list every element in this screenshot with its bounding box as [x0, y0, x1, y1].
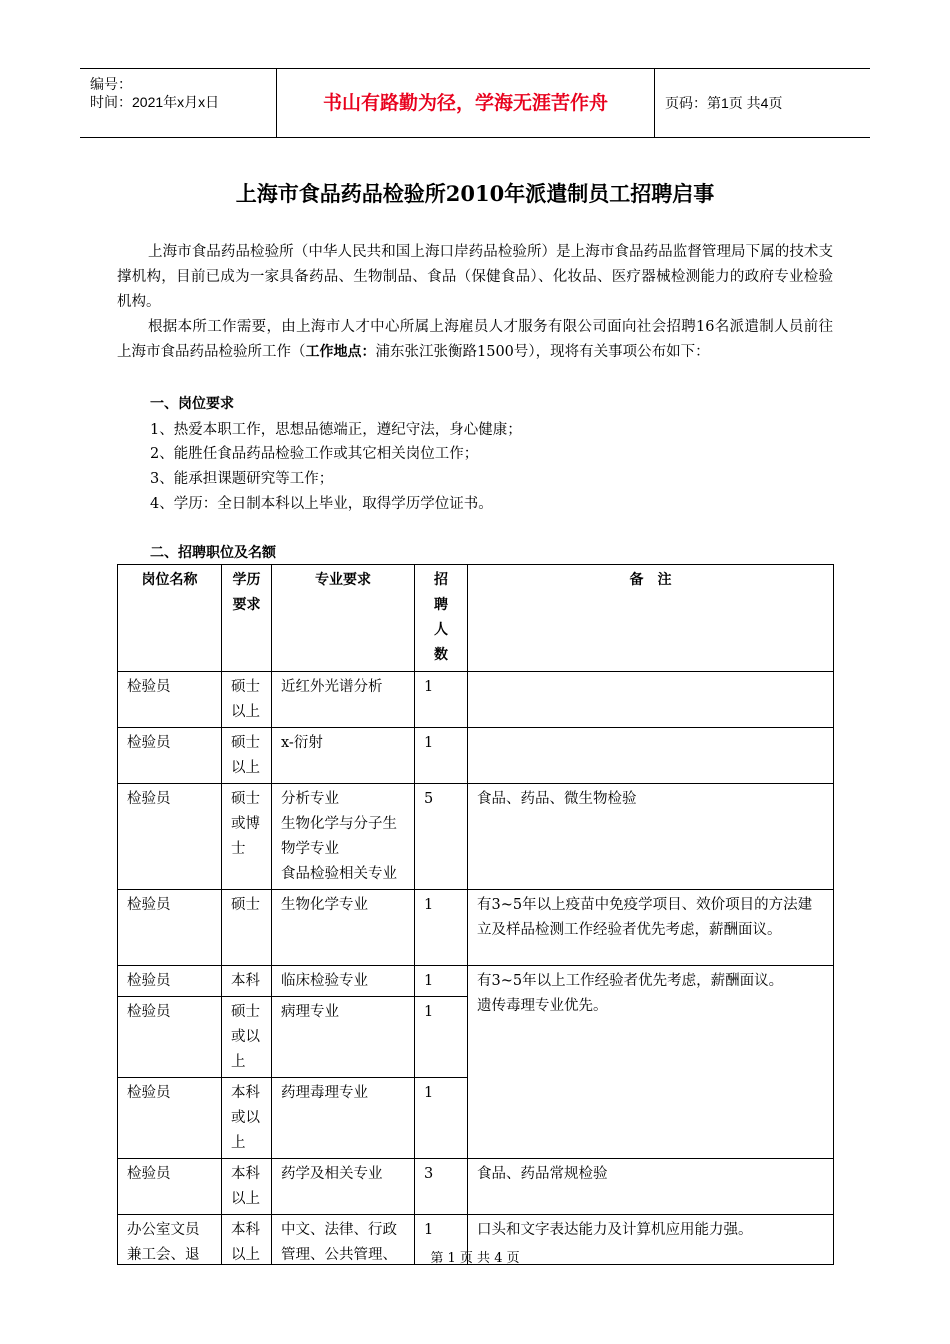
table-row — [118, 890, 834, 966]
cell-count: 3 — [415, 1159, 468, 1215]
work-location-label: 工作地点： — [305, 344, 376, 360]
section-heading-requirements: 一、岗位要求 — [150, 396, 234, 412]
cell-major: 生物化学专业 — [272, 890, 415, 966]
table-row — [118, 784, 834, 890]
page-header — [80, 68, 870, 138]
cell-major: 药理毒理专业 — [272, 1078, 415, 1159]
table-row — [118, 966, 834, 997]
cell-education: 硕士或博士 — [222, 784, 272, 890]
cell-count: 1 — [415, 890, 468, 966]
cell-education: 硕士以上 — [222, 728, 272, 784]
table-row — [118, 728, 834, 784]
cell-education: 本科或以上 — [222, 1078, 272, 1159]
cell-major: 临床检验专业 — [272, 966, 415, 997]
cell-remark — [468, 728, 834, 784]
col-header-remark: 备 注 — [468, 565, 834, 672]
header-page-info: 页码：第1页 共4页 — [665, 95, 783, 111]
intro-text: 根据本所工作需要，由上海市人才中心所属上海雇员人才服务有限公司面向社会招聘16名派遣制人员前往上海市食品药品检验所工作（ — [117, 319, 833, 360]
cell-count: 1 — [415, 966, 468, 997]
header-divider — [654, 69, 655, 137]
cell-count: 5 — [415, 784, 468, 890]
cell-position: 检验员 — [118, 966, 222, 997]
cell-position: 检验员 — [118, 672, 222, 728]
col-header-education: 学历要求 — [222, 565, 272, 672]
cell-count: 1 — [415, 1078, 468, 1159]
col-header-major: 专业要求 — [272, 565, 415, 672]
cell-education: 本科 — [222, 966, 272, 997]
cell-major: 分析专业 生物化学与分子生物学专业 食品检验相关专业 — [272, 784, 415, 890]
cell-remark: 食品、药品常规检验 — [468, 1159, 834, 1215]
col-header-position: 岗位名称 — [118, 565, 222, 672]
cell-major: 病理专业 — [272, 997, 415, 1078]
cell-remark — [468, 672, 834, 728]
cell-education: 本科以上 — [222, 1159, 272, 1215]
cell-education: 硕士以上 — [222, 672, 272, 728]
section-heading-positions: 二、招聘职位及名额 — [150, 545, 276, 561]
table-header-row — [118, 565, 834, 672]
table-row — [118, 672, 834, 728]
intro-paragraph-1: 上海市食品药品检验所（中华人民共和国上海口岸药品检验所）是上海市食品药品监督管理局下属的技术支撑机构，目前已成为一家具备药品、生物制品、食品（保健食品）、化妆品、医疗器械检测能力的政府专业检验机构。 — [117, 244, 833, 310]
work-location-text: 浦东张江张衡路1500号），现将有关事项公布如下： — [375, 344, 710, 360]
cell-remark: 食品、药品、微生物检验 — [468, 784, 834, 890]
requirement-item: 2、能胜任食品药品检验工作或其它相关岗位工作； — [150, 446, 479, 462]
col-header-count: 招聘人数 — [415, 565, 468, 672]
cell-major: 近红外光谱分析 — [272, 672, 415, 728]
table-row — [118, 1159, 834, 1215]
header-motto: 书山有路勤为径，学海无涯苦作舟 — [322, 92, 608, 114]
header-meta — [90, 75, 219, 111]
requirement-item: 1、热爱本职工作，思想品德端正，遵纪守法，身心健康； — [150, 422, 522, 438]
cell-position: 检验员 — [118, 1078, 222, 1159]
cell-count: 1 — [415, 997, 468, 1078]
cell-position: 检验员 — [118, 728, 222, 784]
cell-remark: 有3~5年以上疫苗中免疫学项目、效价项目的方法建立及样品检测工作经验者优先考虑，薪酬面议。 — [468, 890, 834, 966]
cell-remark: 口头和文字表达能力及计算机应用能力强。 — [468, 1215, 834, 1265]
intro-paragraph-2 — [117, 315, 833, 365]
cell-education-text: 本科以上 — [231, 1222, 260, 1262]
cell-remark: 有3~5年以上工作经验者优先考虑，薪酬面议。 遗传毒理专业优先。 — [468, 966, 834, 1159]
cell-count: 1 — [415, 1215, 468, 1265]
cell-position: 检验员 — [118, 784, 222, 890]
doc-date: 时间：2021年x月x日 — [90, 94, 220, 110]
cell-count: 1 — [415, 672, 468, 728]
cell-education: 硕士或以上 — [222, 997, 272, 1078]
doc-number-label: 编号： — [90, 76, 132, 92]
positions-table — [117, 564, 834, 1265]
cell-position: 检验员 — [118, 997, 222, 1078]
requirement-item: 3、能承担课题研究等工作； — [150, 471, 334, 487]
cell-major-text: 中文、法律、行政管理、公共管理、 — [281, 1222, 397, 1262]
cell-position: 检验员 — [118, 1159, 222, 1215]
cell-major: 药学及相关专业 — [272, 1159, 415, 1215]
cell-education: 硕士 — [222, 890, 272, 966]
cell-position-text: 办公室文员兼工会、退 — [127, 1222, 200, 1262]
cell-count: 1 — [415, 728, 468, 784]
cell-position: 检验员 — [118, 890, 222, 966]
requirement-item: 4、学历：全日制本科以上毕业，取得学历学位证书。 — [150, 496, 493, 512]
page-footer: 第 1 页 共 4 页 — [430, 1251, 520, 1266]
cell-major: x-衍射 — [272, 728, 415, 784]
document-title: 上海市食品药品检验所2010年派遣制员工招聘启事 — [235, 181, 715, 206]
